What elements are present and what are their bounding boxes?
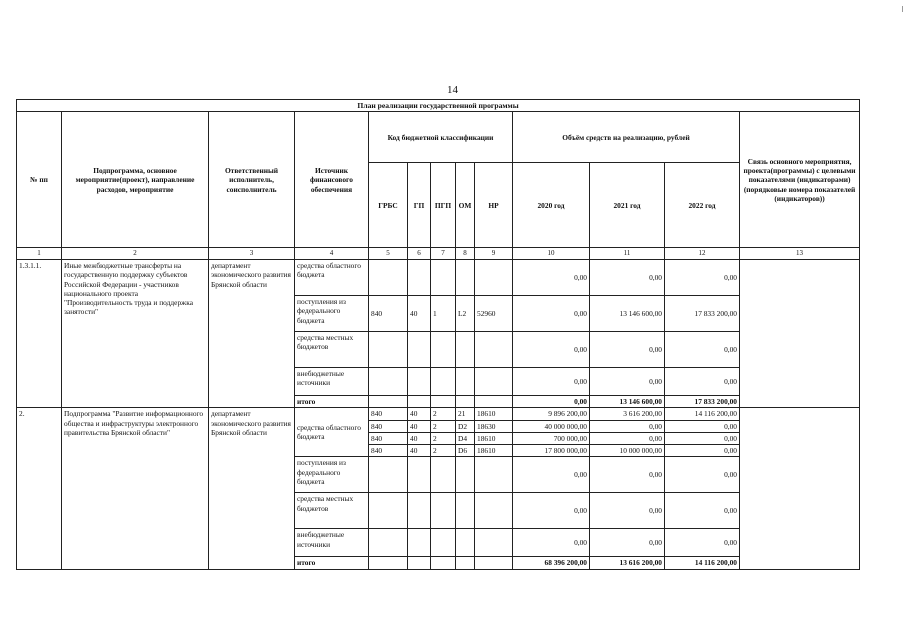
grbs-cell: 840 (369, 445, 408, 457)
value-2021: 0,00 (590, 432, 665, 444)
om-cell (456, 493, 475, 529)
column-number: 9 (475, 248, 513, 260)
value-2021: 0,00 (590, 457, 665, 493)
np-cell (475, 396, 513, 408)
grbs-cell: 840 (369, 296, 408, 332)
om-cell (456, 529, 475, 557)
header-2021: 2021 год (590, 163, 665, 248)
header-executor: Ответственный исполнитель, соисполнитель (209, 112, 295, 248)
np-cell (475, 368, 513, 396)
grbs-cell (369, 332, 408, 368)
om-cell: 21 (456, 408, 475, 420)
gp-cell (408, 368, 431, 396)
grbs-cell: 840 (369, 420, 408, 432)
om-cell: L2 (456, 296, 475, 332)
column-number: 6 (408, 248, 431, 260)
np-cell: 18610 (475, 408, 513, 420)
row-executor: департамент экономического развития Брянской области (209, 408, 295, 569)
gp-cell: 40 (408, 420, 431, 432)
np-cell (475, 493, 513, 529)
grbs-cell: 840 (369, 432, 408, 444)
pgp-cell (431, 493, 456, 529)
column-number: 12 (665, 248, 740, 260)
source-cell: средства местных бюджетов (295, 332, 369, 368)
value-2021: 10 000 000,00 (590, 445, 665, 457)
header-grbs: ГРБС (369, 163, 408, 248)
grbs-cell (369, 457, 408, 493)
total-label: итого (295, 396, 369, 408)
table-title: План реализации государственной программы (17, 100, 860, 112)
value-2022: 0,00 (665, 445, 740, 457)
total-label: итого (295, 557, 369, 569)
pgp-cell (431, 260, 456, 296)
header-budget-code: Код бюджетной классификации (369, 112, 513, 163)
pgp-cell (431, 332, 456, 368)
value-2022: 0,00 (665, 493, 740, 529)
scan-edge-mark (902, 6, 903, 12)
pgp-cell (431, 529, 456, 557)
pgp-cell: 1 (431, 296, 456, 332)
value-2020: 0,00 (513, 493, 590, 529)
row-name: Подпрограмма "Развитие информационного общества и инфраструктуры электронного правительства Брянской области" (62, 408, 209, 569)
grbs-cell (369, 260, 408, 296)
grbs-cell (369, 368, 408, 396)
grbs-cell: 840 (369, 408, 408, 420)
gp-cell: 40 (408, 445, 431, 457)
value-2020: 9 896 200,00 (513, 408, 590, 420)
header-no: № пп (17, 112, 62, 248)
np-cell (475, 457, 513, 493)
header-link: Связь основного мероприятия, проекта(программы) с целевыми показателями (индикаторами) (порядковые номера показателей (индикаторов)) (740, 112, 860, 248)
page-number: 14 (447, 84, 458, 96)
header-np: НР (475, 163, 513, 248)
value-2020: 0,00 (513, 368, 590, 396)
column-number: 1 (17, 248, 62, 260)
table-title-row (17, 100, 860, 112)
pgp-cell (431, 457, 456, 493)
grbs-cell (369, 529, 408, 557)
source-cell: внебюджетные источники (295, 368, 369, 396)
source-cell: поступления из федерального бюджета (295, 457, 369, 493)
column-number-row (17, 248, 860, 260)
link-cell (740, 260, 860, 408)
table-row (17, 408, 860, 420)
source-cell: поступления из федерального бюджета (295, 296, 369, 332)
total-2020: 68 396 200,00 (513, 557, 590, 569)
np-cell (475, 260, 513, 296)
value-2021: 3 616 200,00 (590, 408, 665, 420)
pgp-cell (431, 557, 456, 569)
value-2020: 0,00 (513, 332, 590, 368)
grbs-cell (369, 493, 408, 529)
om-cell: D6 (456, 445, 475, 457)
value-2020: 700 000,00 (513, 432, 590, 444)
value-2021: 0,00 (590, 332, 665, 368)
np-cell: 52960 (475, 296, 513, 332)
value-2020: 0,00 (513, 260, 590, 296)
value-2020: 0,00 (513, 529, 590, 557)
table-row (17, 260, 860, 296)
grbs-cell (369, 396, 408, 408)
row-name: Иные межбюджетные трансферты на государственную поддержку субъектов Российской Федерации - участников национального проекта "Производительность труда и поддержка занятости" (62, 260, 209, 408)
source-cell: средства областного бюджета (295, 408, 369, 457)
value-2020: 17 800 000,00 (513, 445, 590, 457)
row-number: 2. (17, 408, 62, 569)
grbs-cell (369, 557, 408, 569)
source-cell: средства областного бюджета (295, 260, 369, 296)
header-om: ОМ (456, 163, 475, 248)
total-2022: 14 116 200,00 (665, 557, 740, 569)
value-2022: 0,00 (665, 332, 740, 368)
value-2022: 0,00 (665, 420, 740, 432)
total-2021: 13 146 600,00 (590, 396, 665, 408)
value-2021: 0,00 (590, 420, 665, 432)
value-2022: 0,00 (665, 432, 740, 444)
pgp-cell: 2 (431, 408, 456, 420)
value-2022: 0,00 (665, 260, 740, 296)
gp-cell (408, 557, 431, 569)
value-2021: 0,00 (590, 368, 665, 396)
om-cell (456, 457, 475, 493)
np-cell: 18630 (475, 420, 513, 432)
row-number: 1.3.1.1. (17, 260, 62, 408)
gp-cell (408, 493, 431, 529)
column-number: 3 (209, 248, 295, 260)
gp-cell (408, 457, 431, 493)
column-number: 10 (513, 248, 590, 260)
total-2021: 13 616 200,00 (590, 557, 665, 569)
om-cell (456, 260, 475, 296)
column-number: 11 (590, 248, 665, 260)
source-cell: внебюджетные источники (295, 529, 369, 557)
pgp-cell: 2 (431, 445, 456, 457)
header-name: Подпрограмма, основное мероприятие(проект), направление расходов, мероприятие (62, 112, 209, 248)
value-2021: 0,00 (590, 260, 665, 296)
row-executor: департамент экономического развития Брянской области (209, 260, 295, 408)
gp-cell: 40 (408, 432, 431, 444)
np-cell (475, 557, 513, 569)
pgp-cell (431, 368, 456, 396)
gp-cell: 40 (408, 408, 431, 420)
value-2021: 13 146 600,00 (590, 296, 665, 332)
column-number: 13 (740, 248, 860, 260)
header-volume: Объём средств на реализацию, рублей (513, 112, 740, 163)
gp-cell (408, 529, 431, 557)
header-source: Источник финансового обеспечения (295, 112, 369, 248)
source-cell: средства местных бюджетов (295, 493, 369, 529)
om-cell (456, 557, 475, 569)
value-2022: 14 116 200,00 (665, 408, 740, 420)
np-cell: 18610 (475, 432, 513, 444)
value-2022: 0,00 (665, 529, 740, 557)
gp-cell (408, 396, 431, 408)
column-number: 2 (62, 248, 209, 260)
link-cell (740, 408, 860, 569)
header-pgp: ПГП (431, 163, 456, 248)
value-2022: 0,00 (665, 457, 740, 493)
om-cell: D4 (456, 432, 475, 444)
pgp-cell (431, 396, 456, 408)
np-cell (475, 529, 513, 557)
om-cell (456, 332, 475, 368)
om-cell (456, 396, 475, 408)
om-cell: D2 (456, 420, 475, 432)
column-number: 4 (295, 248, 369, 260)
value-2020: 40 000 000,00 (513, 420, 590, 432)
value-2020: 0,00 (513, 296, 590, 332)
header-gp: ГП (408, 163, 431, 248)
om-cell (456, 368, 475, 396)
pgp-cell: 2 (431, 420, 456, 432)
value-2022: 0,00 (665, 368, 740, 396)
gp-cell: 40 (408, 296, 431, 332)
pgp-cell: 2 (431, 432, 456, 444)
value-2022: 17 833 200,00 (665, 296, 740, 332)
value-2021: 0,00 (590, 493, 665, 529)
program-plan-table (16, 99, 860, 570)
value-2020: 0,00 (513, 457, 590, 493)
column-number: 7 (431, 248, 456, 260)
header-2020: 2020 год (513, 163, 590, 248)
np-cell: 18610 (475, 445, 513, 457)
gp-cell (408, 332, 431, 368)
column-number: 5 (369, 248, 408, 260)
value-2021: 0,00 (590, 529, 665, 557)
total-2020: 0,00 (513, 396, 590, 408)
np-cell (475, 332, 513, 368)
total-2022: 17 833 200,00 (665, 396, 740, 408)
header-row-1 (17, 112, 860, 163)
column-number: 8 (456, 248, 475, 260)
header-2022: 2022 год (665, 163, 740, 248)
gp-cell (408, 260, 431, 296)
